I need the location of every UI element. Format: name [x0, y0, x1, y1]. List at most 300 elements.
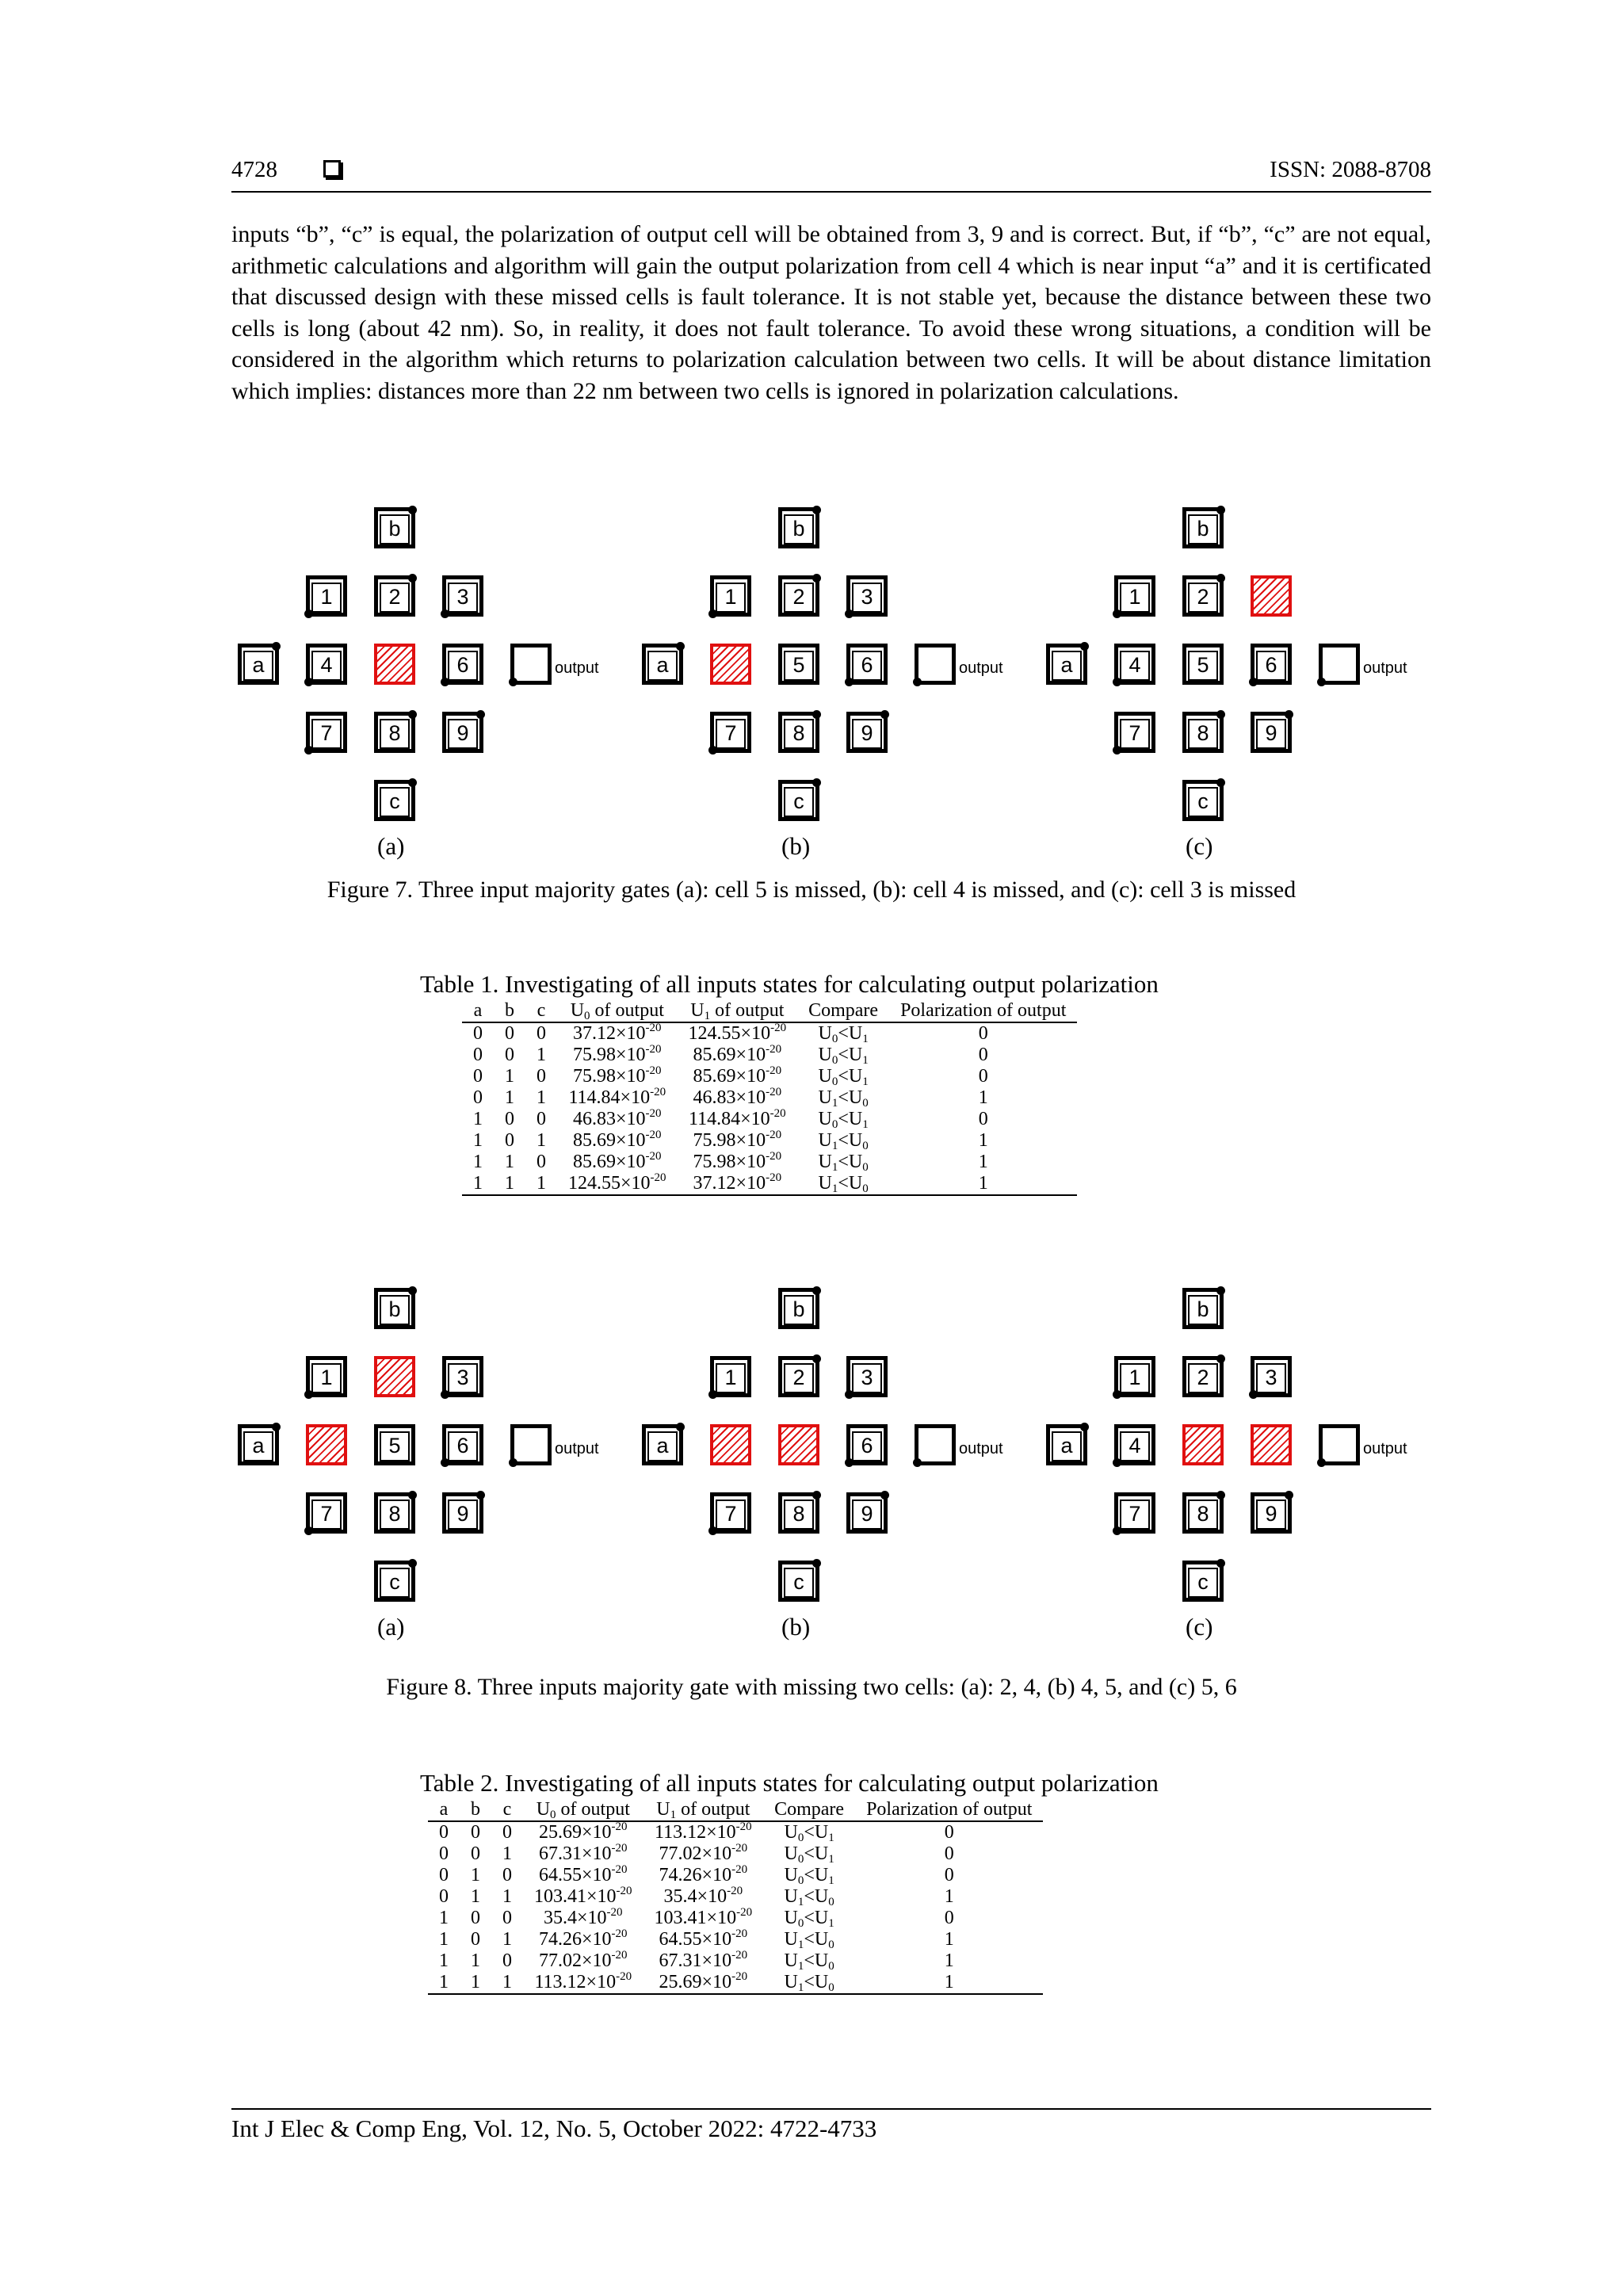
- table-cell: 1: [889, 1173, 1077, 1195]
- cell-label: c: [1188, 787, 1218, 817]
- cell-label: 7: [716, 719, 746, 749]
- missing-cell-4: [710, 644, 751, 685]
- table-cell: $35.4\times 10^{-20}$: [544, 1906, 623, 1928]
- qca-cell-c: [778, 780, 819, 821]
- missing-cell-5: [778, 1424, 819, 1465]
- table-cell: $114.84\times 10^{-20}$: [688, 1107, 786, 1129]
- column-header: c: [525, 1000, 557, 1022]
- column-header: Compare: [763, 1799, 855, 1821]
- table-row: [462, 1045, 1077, 1066]
- table-cell: 1: [505, 1066, 514, 1087]
- cell-label: b: [1188, 514, 1218, 544]
- table-cell: 1: [978, 1087, 988, 1108]
- qca-cell-b: [374, 1288, 415, 1329]
- cell-label: 8: [1188, 1499, 1218, 1530]
- qca-cell-9: [846, 712, 888, 753]
- table-cell: $113.12\times 10^{-20}$: [523, 1972, 643, 1994]
- qca-cell-5: [1182, 644, 1224, 685]
- cell-label: 1: [716, 1363, 746, 1393]
- table-2-caption: Table 2. Investigating of all inputs states for calculating output polarization: [420, 1769, 1159, 1797]
- table-cell: $U_0<U_1$: [818, 1109, 869, 1131]
- qca-cell-a: [642, 1424, 683, 1465]
- table-cell: 0: [944, 1843, 954, 1864]
- qca-cell-2: [778, 575, 819, 617]
- qca-cell-b: [374, 507, 415, 548]
- header-box-icon: [323, 160, 341, 178]
- missing-cell-3: [1251, 575, 1292, 617]
- cell-label: 2: [784, 1363, 814, 1393]
- table-cell: 1: [473, 1152, 483, 1172]
- table-cell: $U_0<U_1$: [784, 1843, 834, 1866]
- cell-label: 2: [1188, 583, 1218, 613]
- table-cell: $77.02\times 10^{-20}$: [539, 1949, 628, 1971]
- qca-cell-1: [710, 575, 751, 617]
- qca-cell-output: [510, 1424, 552, 1465]
- cell-label: 8: [380, 719, 410, 749]
- table-cell: $U_0<U_1$: [818, 1045, 869, 1067]
- cell-label: 9: [448, 719, 478, 749]
- table-cell: $113.12\times 10^{-20}$: [654, 1820, 752, 1843]
- cell-label: 8: [784, 719, 814, 749]
- cell-label: 1: [1120, 1363, 1150, 1393]
- figure-7-caption: Figure 7. Three input majority gates (a): cell 5 is missed, (b): cell 4 is missed, and (c): cell 3 is missed: [327, 877, 1296, 903]
- qca-cell-1: [710, 1356, 751, 1397]
- table-cell: 1: [855, 1972, 1043, 1994]
- table-cell: 1: [473, 1109, 483, 1129]
- cell-label: 8: [1188, 719, 1218, 749]
- column-header: $U_0$ of output: [557, 1000, 678, 1022]
- qca-cell-4: [1114, 1424, 1155, 1465]
- qca-cell-b: [1182, 1288, 1224, 1329]
- table-cell: $103.41\times 10^{-20}$: [534, 1885, 632, 1907]
- table-cell: $64.55\times 10^{-20}$: [659, 1927, 748, 1950]
- table-cell: $85.69\times 10^{-20}$: [573, 1129, 662, 1151]
- qca-cell-3: [442, 575, 483, 617]
- table-cell: $67.31\times 10^{-20}$: [659, 1949, 748, 1971]
- qca-cell-a: [238, 1424, 279, 1465]
- output-label: output: [959, 659, 1003, 677]
- table-cell: 0: [944, 1865, 954, 1885]
- column-header: Polarization of output: [855, 1799, 1043, 1821]
- cell-label: b: [784, 514, 814, 544]
- cell-label: c: [380, 787, 410, 817]
- cell-label: 5: [784, 651, 814, 681]
- table-cell: 1: [978, 1152, 988, 1172]
- table-cell: 1: [439, 1908, 449, 1928]
- output-label: output: [959, 1440, 1003, 1457]
- table-row: [462, 1152, 1077, 1173]
- missing-cell-6: [1251, 1424, 1292, 1465]
- issn: ISSN: 2088-8708: [1270, 157, 1431, 182]
- table-cell: $U_1<U_0$: [818, 1130, 869, 1152]
- table-cell: 1: [944, 1929, 954, 1950]
- table-cell: 0: [978, 1045, 988, 1065]
- table-cell: $U_1<U_0$: [784, 1886, 834, 1908]
- cell-label: 3: [1256, 1363, 1286, 1393]
- qca-cell-5: [778, 644, 819, 685]
- column-header: a: [462, 1000, 494, 1022]
- table-row: [462, 1109, 1077, 1130]
- qca-cell-8: [374, 712, 415, 753]
- qca-cell-3: [846, 575, 888, 617]
- table-cell: $85.69\times 10^{-20}$: [693, 1043, 782, 1065]
- missing-cell-5: [1182, 1424, 1224, 1465]
- table-cell: 0: [537, 1109, 546, 1129]
- table-cell: 0: [502, 1865, 512, 1885]
- column-header: Compare: [797, 1000, 889, 1022]
- qca-cell-9: [442, 1492, 483, 1534]
- table-cell: 1: [491, 1972, 523, 1994]
- qca-cell-6: [846, 1424, 888, 1465]
- cell-label: 1: [1120, 583, 1150, 613]
- column-header: b: [460, 1799, 491, 1821]
- panel-label: (b): [781, 832, 811, 860]
- table-cell: 1: [471, 1886, 480, 1907]
- table-row: [462, 1130, 1077, 1152]
- cell-label: 7: [311, 719, 342, 749]
- cell-label: c: [784, 1568, 814, 1598]
- table-cell: 0: [439, 1822, 449, 1843]
- table-cell: $75.98\times 10^{-20}$: [573, 1064, 662, 1087]
- table-cell: 1: [502, 1929, 512, 1950]
- table-cell: 0: [537, 1023, 546, 1044]
- qca-cell-7: [306, 1492, 347, 1534]
- qca-cell-2: [374, 575, 415, 617]
- qca-cell-5: [374, 1424, 415, 1465]
- cell-label: 9: [1256, 1499, 1286, 1530]
- table-cell: 0: [471, 1843, 480, 1864]
- table-cell: 0: [978, 1066, 988, 1087]
- table-cell: $U_0<U_1$: [784, 1865, 834, 1887]
- missing-cell-4: [710, 1424, 751, 1465]
- table-cell: 0: [502, 1950, 512, 1971]
- panel-label: (a): [377, 1613, 405, 1641]
- qca-cell-c: [1182, 1561, 1224, 1602]
- cell-label: 7: [716, 1499, 746, 1530]
- panel-label: (a): [377, 832, 405, 860]
- table-cell: 0: [944, 1908, 954, 1928]
- qca-cell-output: [1319, 644, 1360, 685]
- qca-cell-output: [1319, 1424, 1360, 1465]
- cell-label: 3: [448, 583, 478, 613]
- cell-label: a: [647, 1431, 678, 1461]
- table-cell: 1: [502, 1843, 512, 1864]
- column-header: c: [491, 1799, 523, 1821]
- cell-label: 9: [852, 1499, 882, 1530]
- output-label: output: [555, 1440, 599, 1457]
- footer-rule: [231, 2108, 1431, 2110]
- cell-label: a: [647, 651, 678, 681]
- qca-cell-a: [642, 644, 683, 685]
- table-cell: 1: [944, 1886, 954, 1907]
- table-cell: $67.31\times 10^{-20}$: [539, 1842, 628, 1864]
- output-label: output: [1363, 659, 1407, 677]
- table-cell: 0: [439, 1886, 449, 1907]
- table-cell: $U_0<U_1$: [784, 1908, 834, 1930]
- column-header: $U_0$ of output: [523, 1799, 643, 1821]
- table-cell: $85.69\times 10^{-20}$: [573, 1150, 662, 1172]
- cell-label: 4: [1120, 651, 1150, 681]
- table-cell: $37.12\times 10^{-20}$: [573, 1022, 662, 1044]
- cell-label: a: [243, 651, 273, 681]
- table-cell: 0: [502, 1822, 512, 1843]
- table-cell: $U_1<U_0$: [818, 1152, 869, 1174]
- column-header: a: [428, 1799, 460, 1821]
- table-cell: $U_1<U_0$: [784, 1929, 834, 1951]
- missing-cell-4: [306, 1424, 347, 1465]
- qca-cell-output: [510, 644, 552, 685]
- table-row: [428, 1950, 1043, 1972]
- table-cell: 0: [944, 1822, 954, 1843]
- cell-label: 2: [784, 583, 814, 613]
- qca-cell-2: [1182, 1356, 1224, 1397]
- table-cell: $46.83\times 10^{-20}$: [693, 1086, 782, 1108]
- qca-cell-7: [710, 1492, 751, 1534]
- qca-cell-8: [1182, 712, 1224, 753]
- column-header: $U_1$ of output: [678, 1000, 798, 1022]
- cell-label: 9: [448, 1499, 478, 1530]
- cell-label: 9: [852, 719, 882, 749]
- table-cell: 0: [471, 1929, 480, 1950]
- table-cell: 1: [471, 1950, 480, 1971]
- table-cell: $U_1<U_0$: [797, 1173, 889, 1195]
- qca-cell-7: [710, 712, 751, 753]
- table-cell: 0: [471, 1822, 480, 1843]
- cell-label: c: [784, 787, 814, 817]
- qca-cell-a: [1046, 1424, 1087, 1465]
- table-cell: 1: [944, 1950, 954, 1971]
- table-cell: $75.98\times 10^{-20}$: [573, 1043, 662, 1065]
- missing-cell-2: [374, 1356, 415, 1397]
- panel-label: (c): [1186, 1613, 1213, 1641]
- table-cell: 0: [471, 1908, 480, 1928]
- cell-label: 6: [448, 1431, 478, 1461]
- cell-label: 7: [1120, 719, 1150, 749]
- cell-label: 7: [311, 1499, 342, 1530]
- table-cell: 0: [505, 1045, 514, 1065]
- cell-label: 3: [448, 1363, 478, 1393]
- table-cell: 0: [473, 1087, 483, 1108]
- qca-cell-3: [442, 1356, 483, 1397]
- qca-cell-9: [846, 1492, 888, 1534]
- cell-label: 3: [852, 583, 882, 613]
- qca-cell-6: [442, 644, 483, 685]
- table-cell: 1: [537, 1087, 546, 1108]
- missing-cell-5: [374, 644, 415, 685]
- qca-cell-4: [306, 644, 347, 685]
- table-cell: $U_1<U_0$: [763, 1972, 855, 1994]
- qca-cell-6: [1251, 644, 1292, 685]
- cell-label: b: [784, 1295, 814, 1325]
- output-label: output: [1363, 1440, 1407, 1457]
- table-cell: $74.26\times 10^{-20}$: [659, 1863, 748, 1885]
- figure-8: [230, 1288, 1434, 1645]
- table-cell: 1: [439, 1950, 449, 1971]
- table-row: [462, 1066, 1077, 1087]
- table-cell: 0: [537, 1152, 546, 1172]
- table-1: [462, 1000, 1077, 1196]
- cell-label: 4: [311, 651, 342, 681]
- table-cell: $25.69\times 10^{-20}$: [643, 1972, 764, 1994]
- table-row: [428, 1843, 1043, 1865]
- qca-cell-output: [915, 644, 956, 685]
- qca-cell-b: [1182, 507, 1224, 548]
- qca-cell-3: [1251, 1356, 1292, 1397]
- table-row: [428, 1908, 1043, 1929]
- qca-cell-4: [1114, 644, 1155, 685]
- cell-label: b: [380, 1295, 410, 1325]
- table-cell: 0: [505, 1023, 514, 1044]
- table-cell: 0: [537, 1066, 546, 1087]
- table-cell: $U_1<U_0$: [784, 1950, 834, 1973]
- table-row: [428, 1821, 1043, 1843]
- table-row: [462, 1173, 1077, 1195]
- table-cell: $37.12\times 10^{-20}$: [678, 1173, 798, 1195]
- qca-cell-1: [306, 1356, 347, 1397]
- table-cell: 1: [473, 1130, 483, 1151]
- qca-cell-3: [846, 1356, 888, 1397]
- cell-label: 6: [852, 651, 882, 681]
- panel-label: (c): [1186, 832, 1213, 860]
- table-cell: $124.55\times 10^{-20}$: [557, 1173, 678, 1195]
- table-row: [428, 1972, 1043, 1994]
- table-cell: $124.55\times 10^{-20}$: [688, 1022, 787, 1044]
- cell-label: 2: [1188, 1363, 1218, 1393]
- cell-label: 6: [1256, 651, 1286, 681]
- table-cell: 1: [502, 1886, 512, 1907]
- table-row: [462, 1087, 1077, 1109]
- table-cell: 0: [502, 1908, 512, 1928]
- qca-cell-a: [1046, 644, 1087, 685]
- cell-label: a: [1052, 651, 1082, 681]
- cell-label: a: [1052, 1431, 1082, 1461]
- table-cell: $U_0<U_1$: [818, 1066, 869, 1088]
- qca-cell-9: [1251, 712, 1292, 753]
- table-cell: 1: [471, 1865, 480, 1885]
- table-cell: 0: [505, 1130, 514, 1151]
- table-cell: $103.41\times 10^{-20}$: [654, 1906, 753, 1928]
- cell-label: c: [1188, 1568, 1218, 1598]
- table-cell: $35.4\times 10^{-20}$: [663, 1885, 743, 1907]
- qca-cell-7: [1114, 1492, 1155, 1534]
- qca-cell-c: [374, 1561, 415, 1602]
- column-header: b: [494, 1000, 525, 1022]
- qca-cell-6: [442, 1424, 483, 1465]
- cell-label: 8: [784, 1499, 814, 1530]
- qca-cell-7: [1114, 712, 1155, 753]
- table-row: [462, 1022, 1077, 1045]
- table-cell: 0: [978, 1109, 988, 1129]
- qca-cell-1: [306, 575, 347, 617]
- cell-label: 1: [311, 583, 342, 613]
- table-cell: $U_0<U_1$: [784, 1822, 834, 1844]
- figure-7: [230, 507, 1434, 860]
- qca-cell-b: [778, 1288, 819, 1329]
- table-cell: $74.26\times 10^{-20}$: [539, 1927, 628, 1950]
- column-header: Polarization of output: [889, 1000, 1077, 1022]
- table-cell: $77.02\times 10^{-20}$: [659, 1842, 748, 1864]
- table-cell: 0: [473, 1066, 483, 1087]
- qca-cell-output: [915, 1424, 956, 1465]
- qca-cell-1: [1114, 1356, 1155, 1397]
- cell-label: 7: [1120, 1499, 1150, 1530]
- body-paragraph: inputs “b”, “c” is equal, the polarization of output cell will be obtained from 3, 9 and is correct. But, if “b”, “c” are not equal, arithmetic calculations and algorithm will gain the output polarization from cell 4 which is near input “a” and it is certificated that discussed design with these missed cells is fault tolerance. It is not stable yet, because the distance between these two cells is long (about 42 nm). So, in reality, it does not fault tolerance. To avoid these wrong situations, a condition will be considered in the algorithm which returns to polarization calculation between two cells. It will be about distance limitation which implies: distances more than 22 nm between two cells is ignored in polarization calculations.: [231, 221, 1431, 404]
- cell-label: 4: [1120, 1431, 1150, 1461]
- cell-label: c: [380, 1568, 410, 1598]
- cell-label: 8: [380, 1499, 410, 1530]
- qca-cell-7: [306, 712, 347, 753]
- cell-label: 9: [1256, 719, 1286, 749]
- page-number: 4728: [231, 157, 277, 182]
- table-cell: 1: [460, 1972, 491, 1994]
- qca-cell-6: [846, 644, 888, 685]
- table-cell: $85.69\times 10^{-20}$: [693, 1064, 782, 1087]
- table-cell: $75.98\times 10^{-20}$: [693, 1150, 782, 1172]
- output-label: output: [555, 659, 599, 677]
- table-cell: 0: [439, 1865, 449, 1885]
- table-cell: $U_1<U_0$: [818, 1087, 869, 1110]
- cell-label: 5: [380, 1431, 410, 1461]
- cell-label: 6: [448, 651, 478, 681]
- table-cell: 0: [473, 1045, 483, 1065]
- table-cell: 1: [428, 1972, 460, 1994]
- cell-label: a: [243, 1431, 273, 1461]
- table-row: [428, 1929, 1043, 1950]
- table-cell: $46.83\times 10^{-20}$: [573, 1107, 662, 1129]
- cell-label: 5: [1188, 651, 1218, 681]
- qca-cell-9: [1251, 1492, 1292, 1534]
- table-row: [428, 1865, 1043, 1886]
- qca-cell-c: [1182, 780, 1224, 821]
- table-cell: $114.84\times 10^{-20}$: [568, 1086, 666, 1108]
- table-cell: 1: [462, 1173, 494, 1195]
- cell-label: 2: [380, 583, 410, 613]
- panel-label: (b): [781, 1613, 811, 1641]
- qca-cell-b: [778, 507, 819, 548]
- qca-cell-2: [1182, 575, 1224, 617]
- table-cell: 1: [439, 1929, 449, 1950]
- figure-8-caption: Figure 8. Three inputs majority gate with missing two cells: (a): 2, 4, (b) 4, 5, and (c) 5, 6: [386, 1674, 1237, 1700]
- qca-cell-8: [778, 1492, 819, 1534]
- header-rule: [231, 191, 1431, 193]
- table-cell: $25.69\times 10^{-20}$: [539, 1820, 628, 1843]
- table-2: [428, 1799, 1043, 1995]
- cell-label: 6: [852, 1431, 882, 1461]
- qca-cell-8: [778, 712, 819, 753]
- cell-label: 1: [311, 1363, 342, 1393]
- table-cell: $U_0<U_1$: [818, 1023, 869, 1045]
- cell-label: b: [1188, 1295, 1218, 1325]
- table-cell: 1: [525, 1173, 557, 1195]
- cell-label: b: [380, 514, 410, 544]
- table-cell: 0: [473, 1023, 483, 1044]
- table-cell: 1: [505, 1152, 514, 1172]
- qca-cell-c: [374, 780, 415, 821]
- table-cell: $75.98\times 10^{-20}$: [693, 1129, 782, 1151]
- qca-cell-8: [374, 1492, 415, 1534]
- table-cell: 0: [978, 1023, 988, 1044]
- table-cell: 1: [494, 1173, 525, 1195]
- table-cell: 1: [537, 1045, 546, 1065]
- footer-citation: Int J Elec & Comp Eng, Vol. 12, No. 5, October 2022: 4722-4733: [231, 2115, 877, 2142]
- table-cell: $64.55\times 10^{-20}$: [539, 1863, 628, 1885]
- table-row: [428, 1886, 1043, 1908]
- qca-cell-1: [1114, 575, 1155, 617]
- table-cell: 0: [505, 1109, 514, 1129]
- table-cell: 1: [978, 1130, 988, 1151]
- qca-cell-c: [778, 1561, 819, 1602]
- table-1-caption: Table 1. Investigating of all inputs states for calculating output polarization: [420, 970, 1159, 998]
